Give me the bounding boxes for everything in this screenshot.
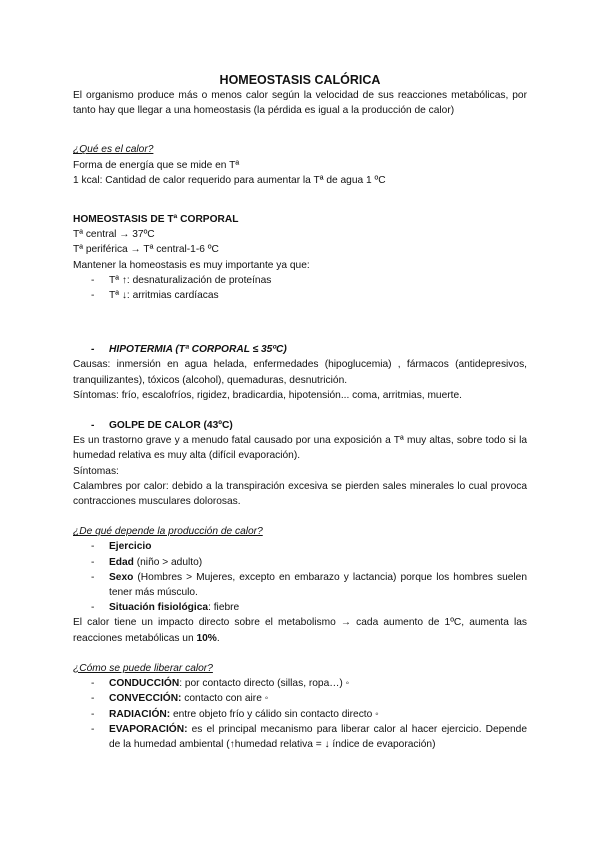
bullet-marker: - xyxy=(91,420,95,432)
list-item: - CONVECCIÓN: contacto con aire ◦ xyxy=(91,691,527,706)
section-heading-produccion-calor: ¿De qué depende la producción de calor? xyxy=(73,526,263,538)
bullet-marker: - xyxy=(91,344,95,356)
heat-production-factors-list xyxy=(73,539,527,615)
document-body xyxy=(73,72,527,752)
temperature-effects-list xyxy=(73,273,527,303)
hipotermia-causes: Causas: inmersión en agua helada, enfermedades (hipoglucemia) , fármacos (antidepresivos, tranquilizantes), tóxicos (alcohol), quemaduras, desnutrición. xyxy=(73,359,527,386)
list-item: - RADIACIÓN: entre objeto frío y cálido sin contacto directo ◦ xyxy=(91,707,527,722)
intro-paragraph: El organismo produce más o menos calor según la velocidad de sus reacciones metabólicas, por tanto hay que llegar a una homeostasis (la pérdida es igual a la producción de calor) xyxy=(73,90,527,117)
section-heading-golpe-calor: - GOLPE DE CALOR (43ºC) xyxy=(73,418,527,433)
list-item: - Tª ↓: arritmias cardíacas xyxy=(91,288,527,303)
text-line: 1 kcal: Cantidad de calor requerido para aumentar la Tª de agua 1 ºC xyxy=(73,174,386,186)
list-item: - CONDUCCIÓN: por contacto directo (sillas, ropa…) ◦ xyxy=(91,676,527,691)
list-item: - Situación fisiológica: fiebre xyxy=(91,600,527,615)
text-line: Mantener la homeostasis es muy importante ya que: xyxy=(73,259,310,271)
golpe-calor-symptoms-label: Síntomas: xyxy=(73,465,119,477)
text-line: Forma de energía que se mide en Tª xyxy=(73,159,240,171)
list-item: - Sexo (Hombres > Mujeres, excepto en embarazo y lactancia) porque los hombres suelen tener más músculo. xyxy=(91,570,527,600)
section-heading-liberar-calor: ¿Cómo se puede liberar calor? xyxy=(73,662,213,674)
section-heading-homeostasis: HOMEOSTASIS DE Tª CORPORAL xyxy=(73,214,239,226)
text-line: Tª periférica → Tª central-1-6 ºC xyxy=(73,244,219,256)
list-item: - Edad (niño > adulto) xyxy=(91,555,527,570)
list-item: - Tª ↑: desnaturalización de proteínas xyxy=(91,273,527,288)
section-heading-que-es-calor: ¿Qué es el calor? xyxy=(73,144,154,156)
golpe-calor-cramps: Calambres por calor: debido a la transpiración excesiva se pierden sales minerales lo cual provoca contracciones musculares dolorosas. xyxy=(73,480,527,508)
golpe-calor-description: Es un trastorno grave y a menudo fatal causado por una exposición a Tª muy altas, sobre todo si la humedad relativa es muy alta (difícil evaporación). xyxy=(73,435,527,462)
metabolism-summary: El calor tiene un impacto directo sobre el metabolismo → cada aumento de 1ºC, aumenta las reacciones metabólicas un 10%. xyxy=(73,617,527,644)
hipotermia-symptoms: Síntomas: frío, escalofríos, rigidez, bradicardia, hipotensión... coma, arritmias, muerte. xyxy=(73,389,462,401)
list-item: - EVAPORACIÓN: es el principal mecanismo para liberar calor al hacer ejercicio. Depende de la humedad ambiental (↑humedad relativa = ↓ índice de evaporación) xyxy=(91,722,527,752)
page-title: HOMEOSTASIS CALÓRICA xyxy=(219,73,381,87)
heat-release-mechanisms-list xyxy=(73,676,527,752)
list-item: - Ejercicio xyxy=(91,539,527,554)
text-line: Tª central → 37ºC xyxy=(73,229,155,241)
section-heading-hipotermia: - HIPOTERMIA (Tª CORPORAL ≤ 35ºC) xyxy=(73,342,527,357)
